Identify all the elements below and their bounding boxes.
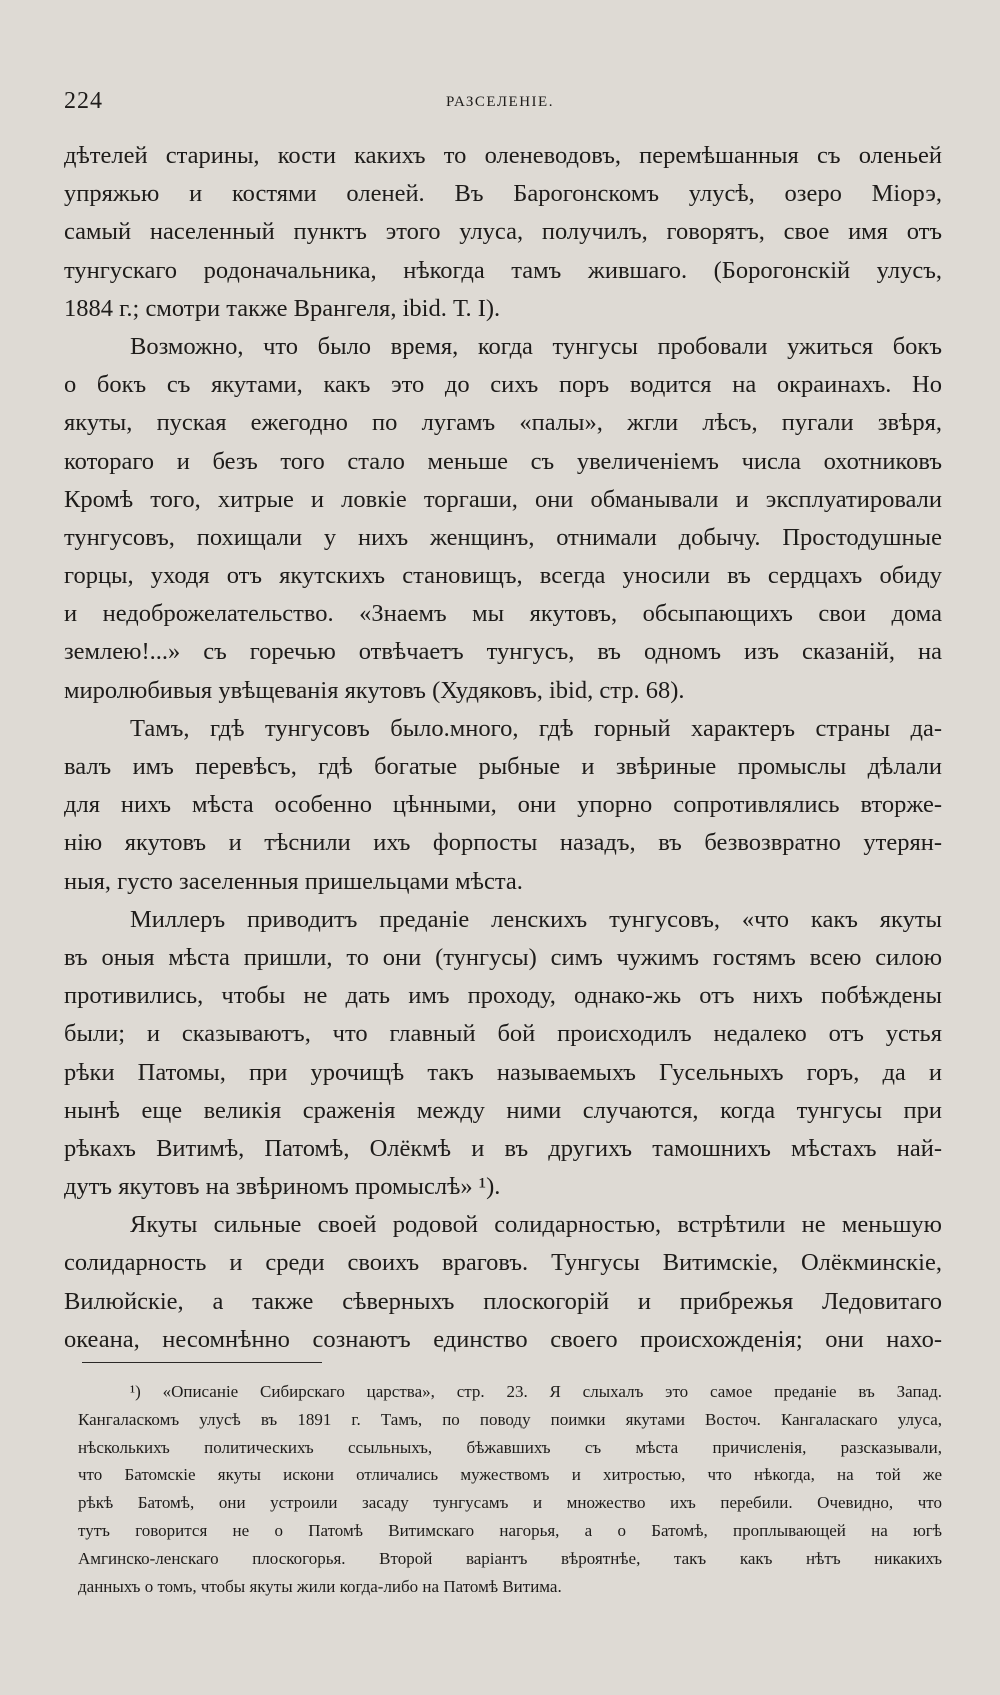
footnote-line: Амгинско-ленскаго плоскогорья. Второй варіантъ вѣроятнѣе, такъ какъ нѣтъ никакихъ: [78, 1548, 942, 1568]
text-line: 1884 г.; смотри также Врангеля, ibid. Т. I).: [64, 294, 501, 322]
text-line: упряжью и костями оленей. Въ Барогонскомъ улусѣ, озеро Міорэ,: [64, 180, 942, 208]
page-number: 224: [64, 88, 103, 114]
page-header: [0, 88, 1000, 128]
footnote-line: тутъ говорится не о Патомѣ Витимскаго нагорья, а о Батомѣ, проплывающей на югѣ: [78, 1520, 942, 1540]
text-line: землею!...» съ горечью отвѣчаетъ тунгусъ, въ одномъ изъ сказаній, на: [64, 638, 942, 666]
text-line: Вилюйскіе, а также сѣверныхъ плоскогорій и прибрежья Ледовитаго: [64, 1287, 942, 1315]
text-line: были; и сказываютъ, что главный бой происходилъ недалеко отъ устья: [64, 1020, 942, 1048]
text-line: нынѣ еще великія сраженія между ними случаются, когда тунгусы при: [64, 1096, 942, 1124]
text-line: самый населенный пунктъ этого улуса, получилъ, говорятъ, свое имя отъ: [64, 218, 942, 246]
footnote-line: что Батомскіе якуты искони отличались мужествомъ и хитростью, что нѣкогда, на той же: [78, 1465, 942, 1485]
text-line: нію якутовъ и тѣснили ихъ форпосты назадъ, въ безвозвратно утерян-: [64, 829, 942, 857]
text-line: миролюбивыя увѣщеванія якутовъ (Худяковъ, ibid, стр. 68).: [64, 676, 685, 704]
text-line: Возможно, что было время, когда тунгусы пробовали ужиться бокъ: [130, 332, 942, 360]
text-line: тунгускаго родоначальника, нѣкогда тамъ жившаго. (Борогонскій улусъ,: [64, 256, 942, 284]
footnote-line: нѣсколькихъ политическихъ ссыльныхъ, бѣжавшихъ съ мѣста причисленія, разсказывали,: [78, 1437, 942, 1457]
text-line: Миллеръ приводитъ преданіе ленскихъ тунгусовъ, «что какъ якуты: [130, 905, 942, 933]
footnote-line: рѣкѣ Батомѣ, они устроили засаду тунгусамъ и множество ихъ перебили. Очевидно, что: [78, 1493, 942, 1513]
text-line: океана, несомнѣнно сознаютъ единство своего происхожденія; они нахо-: [64, 1325, 942, 1353]
text-line: котораго и безъ того стало меньше съ увеличеніемъ числа охотниковъ: [64, 447, 942, 475]
text-line: валъ имъ перевѣсъ, гдѣ богатые рыбные и звѣриные промыслы дѣлали: [64, 753, 942, 780]
text-line: Кромѣ того, хитрые и ловкіе торгаши, они обманывали и эксплуатировали: [64, 485, 942, 513]
text-line: солидарность и среди своихъ враговъ. Тунгусы Витимскіе, Олёкминскіе,: [64, 1249, 942, 1277]
text-line: ныя, густо заселенныя пришельцами мѣста.: [64, 867, 523, 895]
text-line: дѣтелей старины, кости какихъ то оленеводовъ, перемѣшанныя съ оленьей: [64, 142, 942, 169]
text-line: горцы, уходя отъ якутскихъ становищъ, всегда уносили въ сердцахъ обиду: [64, 562, 942, 590]
text-line: рѣки Патомы, при урочищѣ такъ называемыхъ Гусельныхъ горъ, да и: [64, 1058, 942, 1086]
text-line: якуты, пуская ежегодно по лугамъ «палы», жгли лѣсъ, пугали звѣря,: [64, 409, 942, 437]
footnote-line: ¹) «Описаніе Сибирскаго царства», стр. 23. Я слыхалъ это самое преданіе въ Запад.: [130, 1382, 942, 1401]
text-line: для нихъ мѣста особенно цѣнными, они упорно сопротивлялись вторже-: [64, 791, 942, 819]
text-line: Якуты сильные своей родовой солидарностью, встрѣтили не меньшую: [130, 1211, 942, 1239]
text-line: въ оныя мѣста пришли, то они (тунгусы) симъ чужимъ гостямъ всею силою: [64, 943, 942, 971]
text-line: и недоброжелательство. «Знаемъ мы якутовъ, обсыпающихъ свои дома: [64, 600, 942, 628]
footnotes: [78, 1378, 942, 1600]
running-head: РАЗСЕЛЕНІЕ.: [446, 94, 554, 110]
text-line: рѣкахъ Витимѣ, Патомѣ, Олёкмѣ и въ другихъ тамошнихъ мѣстахъ най-: [64, 1134, 942, 1162]
text-line: тунгусовъ, похищали у нихъ женщинъ, отнимали добычу. Простодушные: [64, 523, 942, 551]
body-text: [64, 137, 942, 1359]
text-line: о бокъ съ якутами, какъ это до сихъ поръ водится на окраинахъ. Но: [64, 371, 942, 399]
text-line: дутъ якутовъ на звѣриномъ промыслѣ» ¹).: [64, 1173, 501, 1201]
footnote-line: данныхъ о томъ, чтобы якуты жили когда-либо на Патомѣ Витима.: [78, 1576, 562, 1596]
footnote-line: Кангаласкомъ улусѣ въ 1891 г. Тамъ, по поводу поимки якутами Восточ. Кангаласкаго улуса,: [78, 1409, 942, 1429]
footnote-divider: [82, 1362, 322, 1363]
text-line: Тамъ, гдѣ тунгусовъ было.много, гдѣ горный характеръ страны да-: [130, 714, 942, 742]
text-line: противились, чтобы не дать имъ проходу, однако-жь отъ нихъ побѣждены: [64, 982, 942, 1010]
